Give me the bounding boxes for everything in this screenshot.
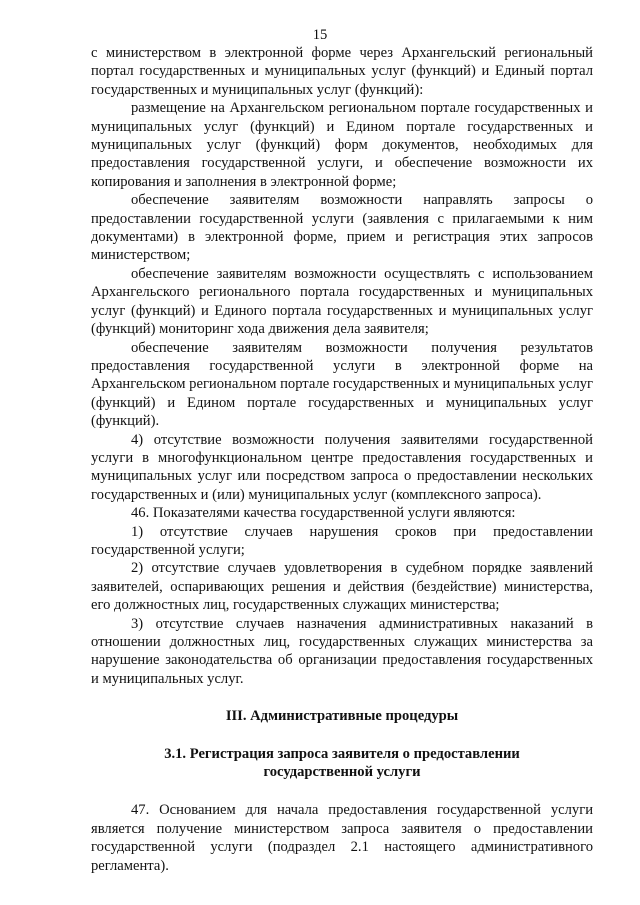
subsection-heading-line-1: 3.1. Регистрация запроса заявителя о предоставлении — [164, 745, 520, 762]
paragraph: 4) отсутствие возможности получения заявителями государственной услуги в многофункциональном центре предоставления государственных и муниципальных услуг или посредством запроса о предоставлении нескольких государственных и (или) муниципальных услуг (комплексного запроса). — [91, 431, 593, 503]
paragraph: 1) отсутствие случаев нарушения сроков при предоставлении государственной услуги; — [91, 523, 593, 558]
document-body — [91, 44, 593, 875]
paragraph: обеспечение заявителям возможности осуществлять с использованием Архангельского регионального портала государственных и муниципальных услуг (функций) и Единого портала государственных и муниципальных услуг (функций) мониторинг хода движения дела заявителя; — [91, 265, 593, 338]
page-number: 15 — [312, 27, 328, 43]
paragraph-group — [91, 44, 593, 688]
paragraph: обеспечение заявителям возможности получения результатов предоставления государственной услуги в электронной форме на Архангельском региональном портале государственных и муниципальных услуг (функций) и Едином портале государственных и муниципальных услуг (функций). — [91, 339, 594, 430]
paragraph: с министерством в электронной форме через Архангельский региональный портал государственных и муниципальных услуг (функций) и Единый портал государственных и муниципальных услуг (функций): — [91, 45, 593, 98]
paragraph: 2) отсутствие случаев удовлетворения в судебном порядке заявлений заявителей, оспаривающих решения и действия (бездействие) министерства, его должностных лиц, государственных служащих министерства; — [91, 560, 593, 614]
paragraph: 46. Показателями качества государственной услуги являются: — [131, 505, 516, 522]
paragraph: размещение на Архангельском региональном портале государственных и муниципальных услуг (функций) и Едином портале государственных и муниципальных услуг (функций) форм документов, необходимых для предоставления государственной услуги, и обеспечение возможности их копирования и заполнения в электронной форме; — [91, 100, 593, 190]
section-heading: III. Административные процедуры — [225, 708, 459, 725]
paragraph: обеспечение заявителям возможности направлять запросы о предоставлении государственной услуги (заявления с прилагаемыми к ним документами) в электронной форме, прием и регистрация этих запросов министерством; — [91, 192, 593, 264]
paragraph-47: 47. Основанием для начала предоставления государственной услуги является получение министерством запроса заявителя о предоставлении государственной услуги (подраздел 2.1 настоящего административного регламента). — [91, 802, 593, 874]
subsection-heading-line-2: государственной услуги — [263, 764, 421, 781]
paragraph: 3) отсутствие случаев назначения административных наказаний в отношении должностных лиц, государственных служащих министерства за нарушение законодательства об организации предоставления государственных и муниципальных услуг. — [91, 615, 593, 687]
